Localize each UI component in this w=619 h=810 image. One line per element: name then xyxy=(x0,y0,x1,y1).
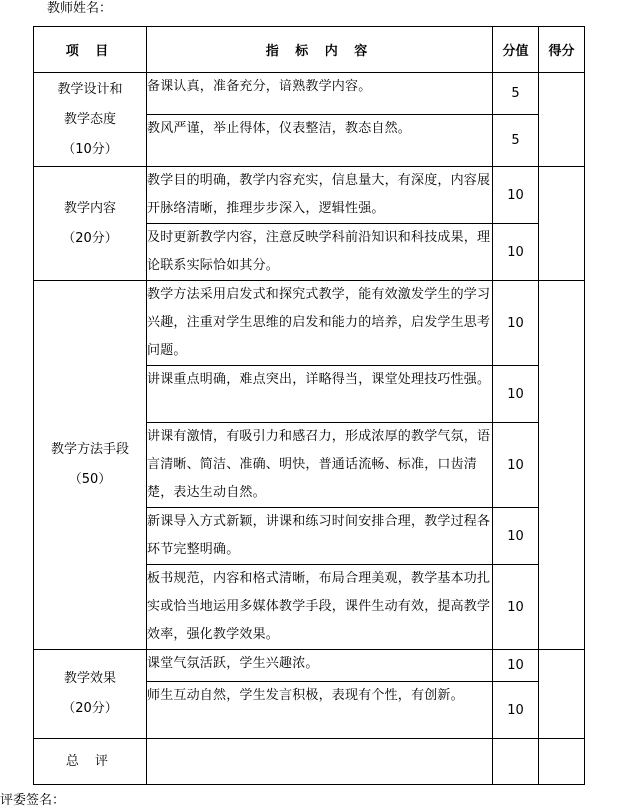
criterion-text: 教学目的明确，教学内容充实，信息量大，有深度，内容展开脉络清晰，推理步步深入，逻辑性强。 xyxy=(147,167,493,224)
criterion-text: 教风严谨，举止得体，仪表整洁，教态自然。 xyxy=(147,115,493,167)
category-cell xyxy=(34,281,147,650)
summary-label: 总 评 xyxy=(34,739,147,785)
got-score-cell[interactable] xyxy=(539,650,585,739)
header-row xyxy=(34,27,585,73)
table-row xyxy=(34,167,585,224)
criterion-text: 课堂气氛活跃，学生兴趣浓。 xyxy=(147,650,493,682)
table-row xyxy=(34,73,585,115)
criterion-text: 讲课有激情，有吸引力和感召力，形成浓厚的教学气氛，语言清晰、简洁、准确、明快，普通话流畅、标准，口齿清楚，表达生动自然。 xyxy=(147,423,493,508)
category-points: （20分） xyxy=(62,701,118,716)
criterion-text: 讲课重点明确，难点突出，详略得当，课堂处理技巧性强。 xyxy=(147,366,493,423)
criterion-text: 备课认真，准备充分，谙熟教学内容。 xyxy=(147,73,493,115)
score-value: 10 xyxy=(493,682,539,739)
header-item: 项 目 xyxy=(34,27,147,73)
category-cell xyxy=(34,167,147,281)
summary-comment-cell[interactable] xyxy=(147,739,493,785)
category-label: 教学效果 xyxy=(63,671,116,686)
summary-got-cell[interactable] xyxy=(539,739,585,785)
criterion-text: 新课导入方式新颖，讲课和练习时间安排合理，教学过程各环节完整明确。 xyxy=(147,508,493,565)
category-label: 教学方法手段 xyxy=(50,442,129,457)
score-value: 10 xyxy=(493,167,539,224)
category-cell xyxy=(34,650,147,739)
summary-row xyxy=(34,739,585,785)
category-label-line2: 教学态度 xyxy=(63,111,116,127)
score-value: 5 xyxy=(493,73,539,115)
got-score-cell[interactable] xyxy=(539,167,585,281)
category-points: （50） xyxy=(68,472,112,487)
summary-score-cell[interactable] xyxy=(493,739,539,785)
score-value: 10 xyxy=(493,423,539,508)
got-score-cell[interactable] xyxy=(539,73,585,167)
got-score-cell[interactable] xyxy=(539,281,585,650)
criterion-text: 师生互动自然，学生发言积极，表现有个性，有创新。 xyxy=(147,682,493,739)
category-label: 教学设计和 xyxy=(57,81,123,97)
category-points: （10分） xyxy=(62,141,118,157)
criterion-text: 板书规范，内容和格式清晰，布局合理美观，教学基本功扎实或恰当地运用多媒体教学手段，课件生动有效，提高教学效率，强化教学效果。 xyxy=(147,565,493,650)
header-got: 得分 xyxy=(539,27,585,73)
category-points: （20分） xyxy=(62,230,118,246)
criterion-text: 及时更新教学内容，注意反映学科前沿知识和科技成果，理论联系实际恰如其分。 xyxy=(147,224,493,281)
score-value: 5 xyxy=(493,115,539,167)
teacher-name-label: 教师姓名： xyxy=(47,1,113,16)
category-cell xyxy=(34,73,147,167)
score-value: 10 xyxy=(493,224,539,281)
table-row xyxy=(34,281,585,366)
score-value: 10 xyxy=(493,508,539,565)
score-value: 10 xyxy=(493,281,539,366)
score-value: 10 xyxy=(493,565,539,650)
table-row xyxy=(34,650,585,682)
criterion-text: 教学方法采用启发式和探究式教学，能有效激发学生的学习兴趣，注重对学生思维的启发和能力的培养，启发学生思考问题。 xyxy=(147,281,493,366)
header-score: 分值 xyxy=(493,27,539,73)
category-label: 教学内容 xyxy=(63,200,116,216)
reviewer-signature-label: 评委签名： xyxy=(0,793,66,808)
evaluation-table xyxy=(33,26,585,785)
score-value: 10 xyxy=(493,650,539,682)
score-value: 10 xyxy=(493,366,539,423)
header-content: 指 标 内 容 xyxy=(147,27,493,73)
